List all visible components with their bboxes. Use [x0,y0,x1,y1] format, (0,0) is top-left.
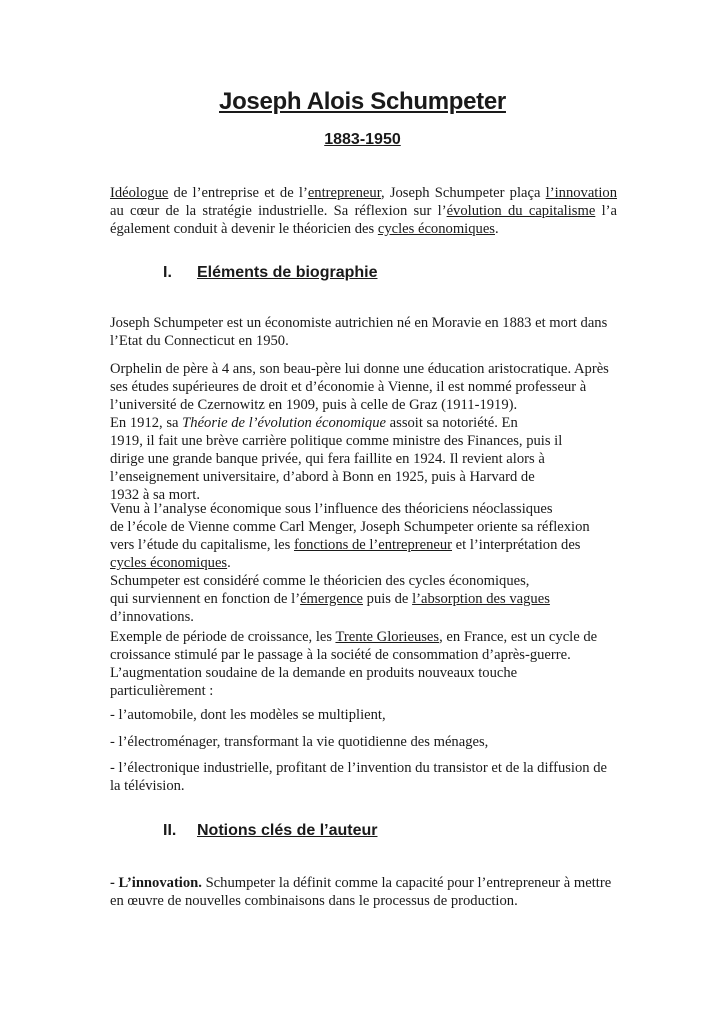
bio-paragraph-2: Orphelin de père à 4 ans, son beau-père lui donne une éducation aristocratique. Après ses études supérieures de droit et d’économie à Vienne, il est nommé professeur à l’université de Czernowitz en 1909, puis à celle de Graz (1911-1919). En 1912, sa Théorie de l’évolution économique assoit sa notoriété. En 1919, il fait une brève carrière politique comme ministre des Finances, puis il dirige une grande banque privée, qui fera faillite en 1924. Il revient alors à l’enseignement universitaire, d’abord à Bonn en 1925, puis à Harvard de 1932 à sa mort. [110,361,609,503]
intro-paragraph: Idéologue de l’entreprise et de l’entrepreneur, Joseph Schumpeter plaça l’innovation au cœur de la stratégie industrielle. Sa réflexion sur l’évolution du capitalisme l’a également conduit à devenir le théoricien des cycles économiques. [110,185,618,237]
link-cycles-economiques[interactable]: cycles économiques [377,221,495,237]
link-absorption-vagues[interactable]: l’absorption des vagues [412,591,550,607]
book-title: Théorie de l’évolution économique [182,415,387,431]
link-evolution-capitalisme[interactable]: évolution du capitalisme [446,203,596,219]
notions-paragraph: - L’innovation. Schumpeter la définit comme la capacité pour l’entrepreneur à mettre en œuvre de nouvelles combinaisons dans le processus de production. [110,875,612,909]
link-cycles-economiques-2[interactable]: cycles économiques [110,555,228,571]
link-entrepreneur[interactable]: entrepreneur [307,185,381,201]
link-fonctions-entrepreneur[interactable]: fonctions de l’entrepreneur [293,537,453,553]
link-trente-glorieuses[interactable]: Trente Glorieuses [335,629,440,645]
page-subtitle-dates: 1883-1950 [324,131,401,148]
link-ideologue[interactable]: Idéologue [110,185,169,201]
notion-term: - L’innovation. [110,875,202,891]
link-innovation[interactable]: l’innovation [545,185,618,201]
list-item: - l’automobile, dont les modèles se multiplient, [110,707,386,723]
list-item: - l’électroménager, transformant la vie quotidienne des ménages, [110,734,489,750]
bio-paragraph-1: Joseph Schumpeter est un économiste autrichien né en Moravie en 1883 et mort dans l’Etat du Connecticut en 1950. [110,315,608,349]
bio-paragraph-4: Exemple de période de croissance, les Trente Glorieuses, en France, est un cycle de croissance stimulé par le passage à la société de consommation d’après-guerre. L’augmentation soudaine de la demande en produits nouveaux touche particulièrement : [110,629,598,699]
list-item: - l’électronique industrielle, profitant de l’invention du transistor et de la diffusion de la télévision. [110,760,607,794]
bio-paragraph-3: Venu à l’analyse économique sous l’influence des théoriciens néoclassiques de l’école de Vienne comme Carl Menger, Joseph Schumpeter oriente sa réflexion vers l’étude du capitalisme, les fonctions de l’entrepreneur et l’interprétation des cycles économiques. Schumpeter est considéré comme le théoricien des cycles économiques, qui surviennent en fonction de l’émergence puis de l’absorption des vagues d’innovations. [110,501,590,625]
link-emergence[interactable]: émergence [300,591,364,607]
section-heading-notions: II. Notions clés de l’auteur [163,822,378,839]
section-heading-biographie: I. Eléments de biographie [163,264,378,281]
page-title: Joseph Alois Schumpeter [219,88,506,115]
